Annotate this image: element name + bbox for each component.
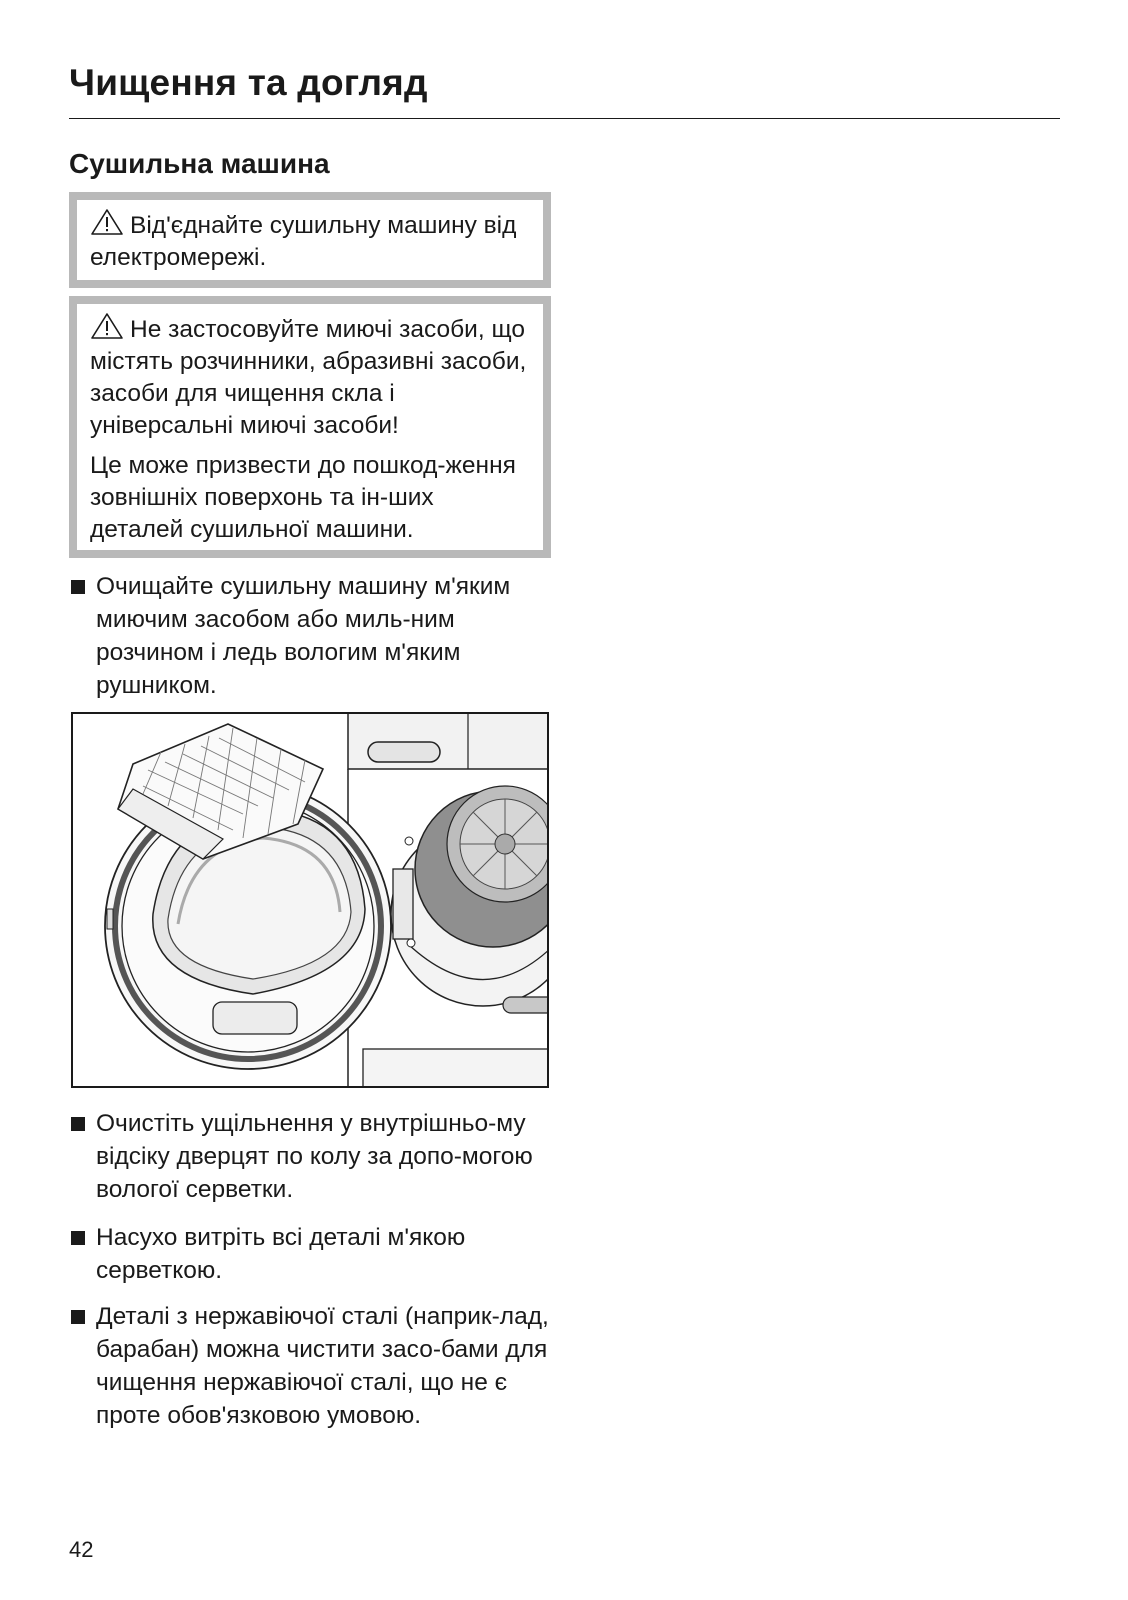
list-item <box>69 1300 551 1432</box>
bullet-square-icon <box>71 1117 85 1131</box>
warning-text: Від'єднайте сушильну машину від електромережі. <box>90 212 517 271</box>
dryer-door-drawing <box>73 714 547 1086</box>
title-divider <box>69 118 1060 119</box>
list-item <box>69 570 551 702</box>
page-number: 42 <box>69 1537 94 1562</box>
warning-triangle-icon <box>90 208 124 236</box>
list-item <box>69 1221 551 1287</box>
warning-text: Не застосовуйте миючі засоби, що містять розчинники, абразивні засоби, засоби для чищення скла і універсальні миючі засоби! <box>90 316 527 439</box>
bullet-square-icon <box>71 580 85 594</box>
warning-box-disconnect <box>69 192 551 288</box>
list-item <box>69 1107 551 1206</box>
warning-box-detergents <box>69 296 551 558</box>
list-item-text: Деталі з нержавіючої сталі (наприк-лад, барабан) можна чистити засо-бами для чищення нержавіючої сталі, що не є проте обов'язковою умовою. <box>96 1303 549 1429</box>
section-title: Сушильна машина <box>69 148 330 179</box>
bullet-square-icon <box>71 1231 85 1245</box>
warning-paragraph <box>90 208 531 274</box>
list-item-text: Очистіть ущільнення у внутрішньо-му відсіку дверцят по колу за допо-могою вологої серветки. <box>96 1110 533 1203</box>
warning-triangle-icon <box>90 312 124 340</box>
bullet-square-icon <box>71 1310 85 1324</box>
list-item-text: Насухо витріть всі деталі м'якою серветкою. <box>96 1224 466 1284</box>
list-item-text: Очищайте сушильну машину м'яким миючим засобом або миль-ним розчином і ледь вологим м'яким рушником. <box>96 573 511 699</box>
warning-paragraph: Це може призвести до пошкод-ження зовнішніх поверхонь та ін-ших деталей сушильної машини. <box>90 452 516 543</box>
warning-paragraph <box>90 312 531 442</box>
page-title: Чищення та догляд <box>69 62 428 103</box>
dryer-cleaning-illustration <box>71 712 549 1088</box>
